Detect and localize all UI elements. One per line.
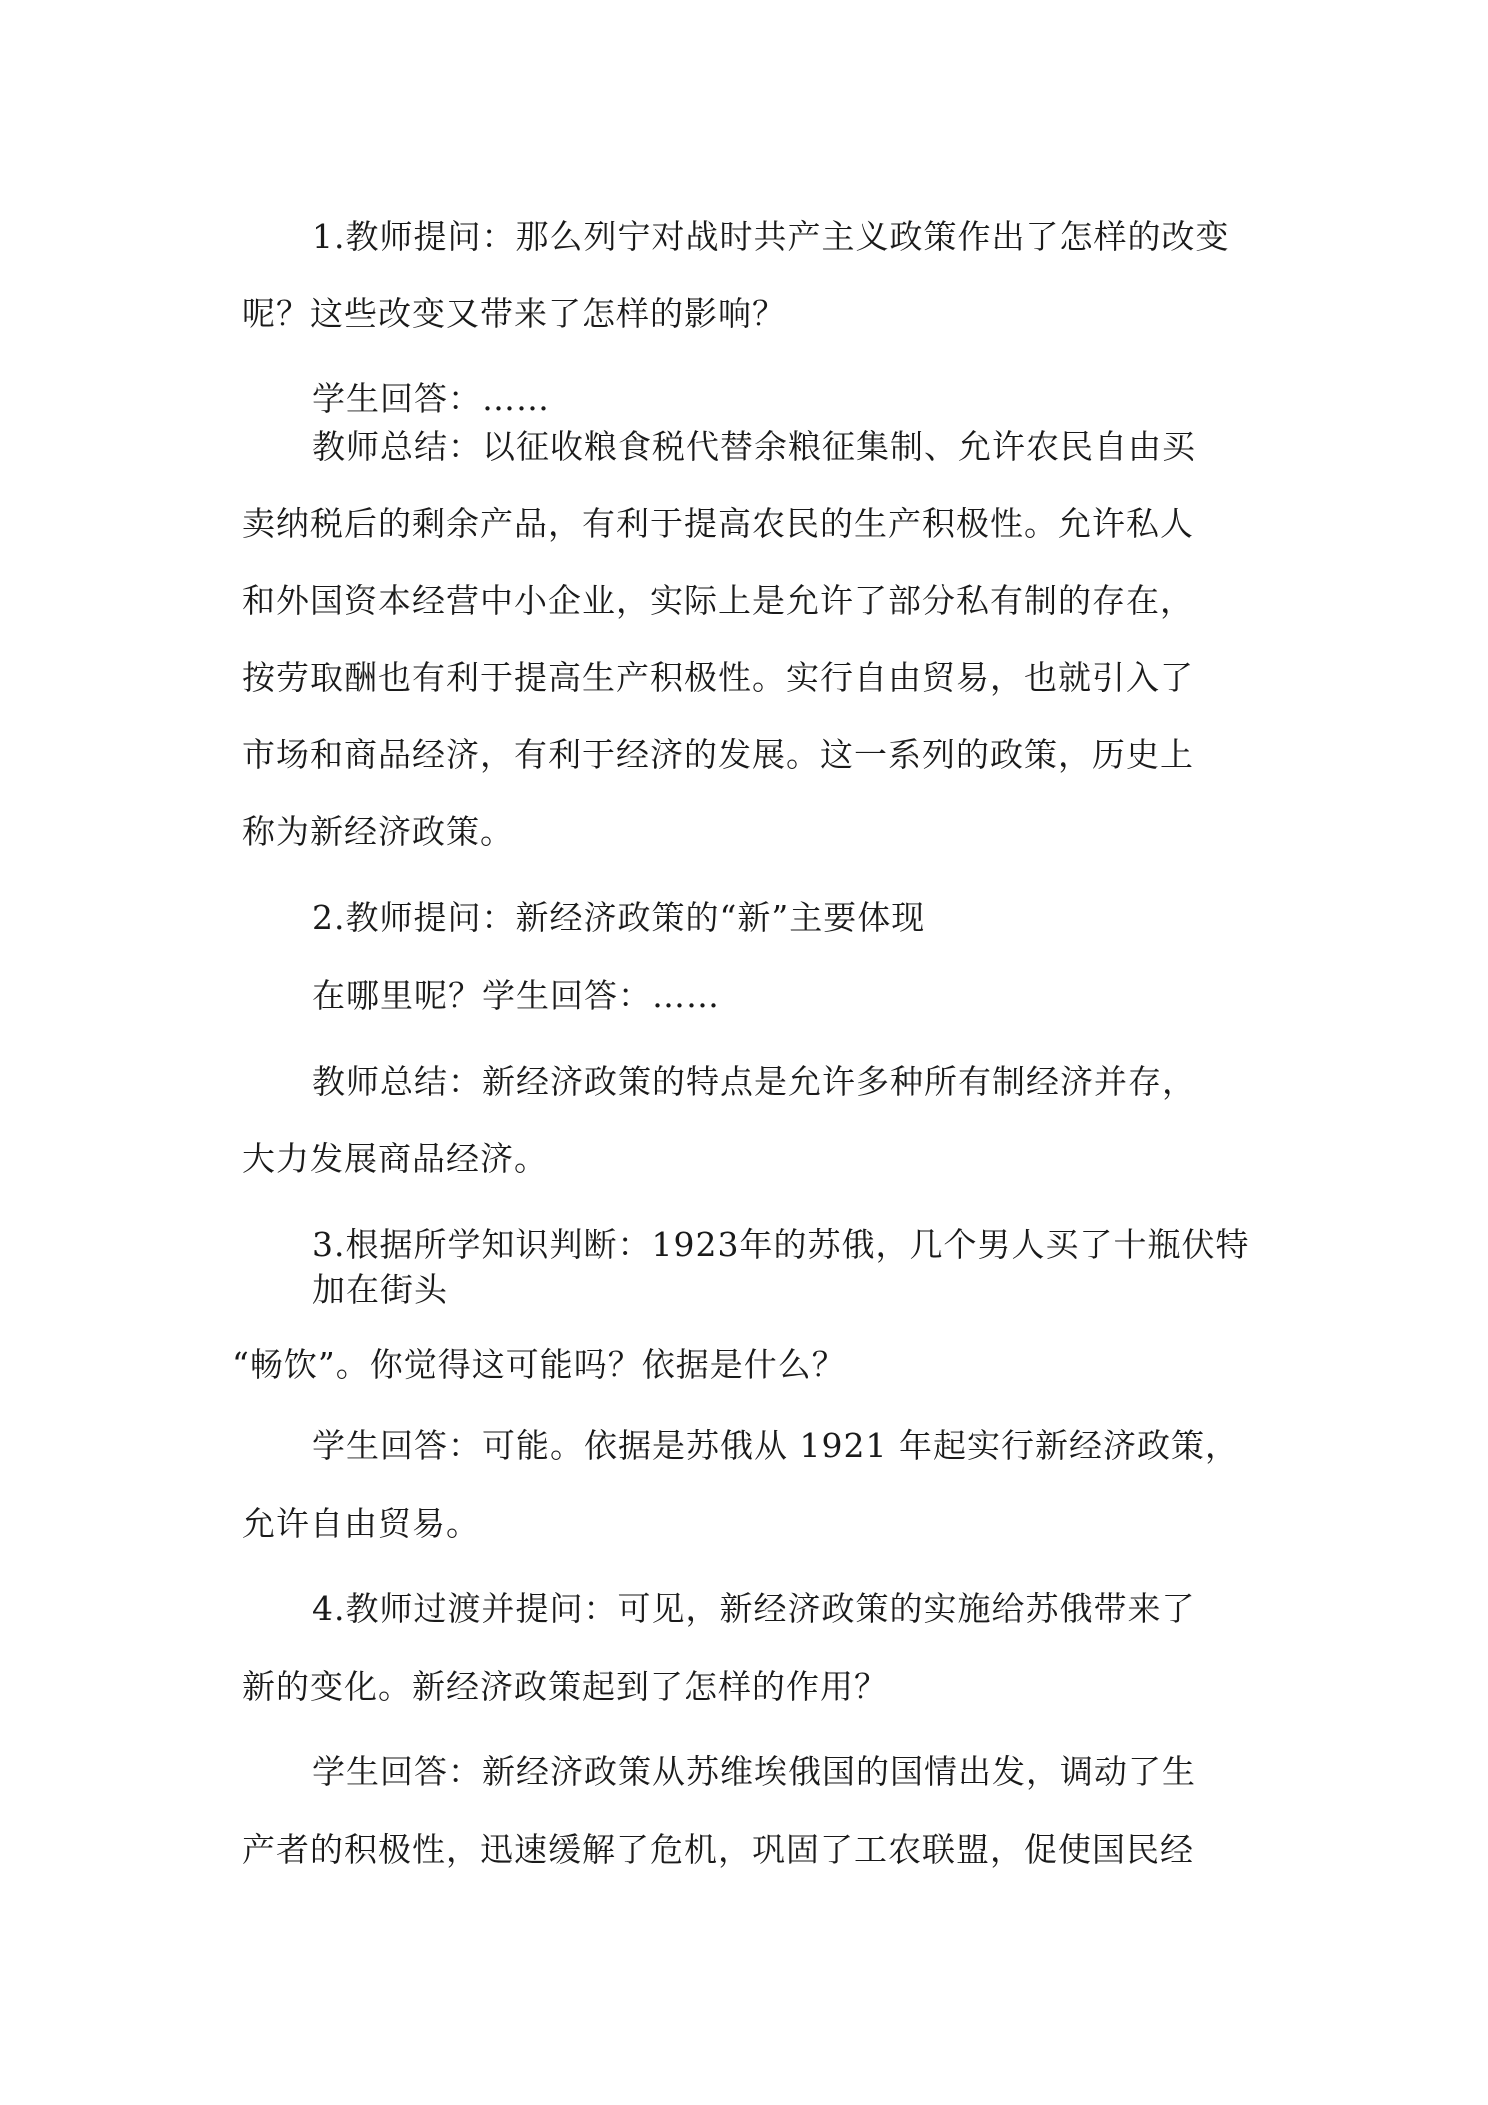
text-line: 在哪里呢？学生回答：…… xyxy=(312,976,720,1015)
text-line: 称为新经济政策。 xyxy=(242,812,514,851)
text-line: 学生回答：新经济政策从苏维埃俄国的国情出发，调动了生 xyxy=(312,1752,1196,1791)
text-line: 和外国资本经营中小企业，实际上是允许了部分私有制的存在， xyxy=(242,581,1194,620)
text-line: 新的变化。新经济政策起到了怎样的作用？ xyxy=(242,1667,888,1706)
text-line: 2.教师提问：新经济政策的“新”主要体现 xyxy=(312,898,926,937)
text-line: 卖纳税后的剩余产品，有利于提高农民的生产积极性。允许私人 xyxy=(242,504,1194,543)
text-line: 教师总结：以征收粮食税代替余粮征集制、允许农民自由买 xyxy=(312,427,1196,466)
text-line: 允许自由贸易。 xyxy=(242,1504,480,1543)
text-line: 学生回答：可能。依据是苏俄从 1921 年起实行新经济政策， xyxy=(312,1426,1239,1465)
text-line: 4.教师过渡并提问：可见，新经济政策的实施给苏俄带来了 xyxy=(312,1589,1196,1628)
text-line: 市场和商品经济，有利于经济的发展。这一系列的政策，历史上 xyxy=(242,735,1194,774)
text-line: 按劳取酬也有利于提高生产积极性。实行自由贸易，也就引入了 xyxy=(242,658,1194,697)
text-line: 教师总结：新经济政策的特点是允许多种所有制经济并存， xyxy=(312,1062,1196,1101)
text-line: 呢？这些改变又带来了怎样的影响？ xyxy=(242,294,786,333)
text-line: 1.教师提问：那么列宁对战时共产主义政策作出了怎样的改变 xyxy=(312,217,1230,256)
text-line: 3.根据所学知识判断：1923年的苏俄，几个男人买了十瓶伏特 xyxy=(312,1225,1250,1264)
text-line: 大力发展商品经济。 xyxy=(242,1139,548,1178)
text-line: 产者的积极性，迅速缓解了危机，巩固了工农联盟，促使国民经 xyxy=(242,1830,1194,1869)
text-line: “畅饮”。你觉得这可能吗？依据是什么？ xyxy=(232,1345,846,1384)
text-line: 加在街头 xyxy=(312,1270,448,1309)
text-line: 学生回答：…… xyxy=(312,379,550,418)
